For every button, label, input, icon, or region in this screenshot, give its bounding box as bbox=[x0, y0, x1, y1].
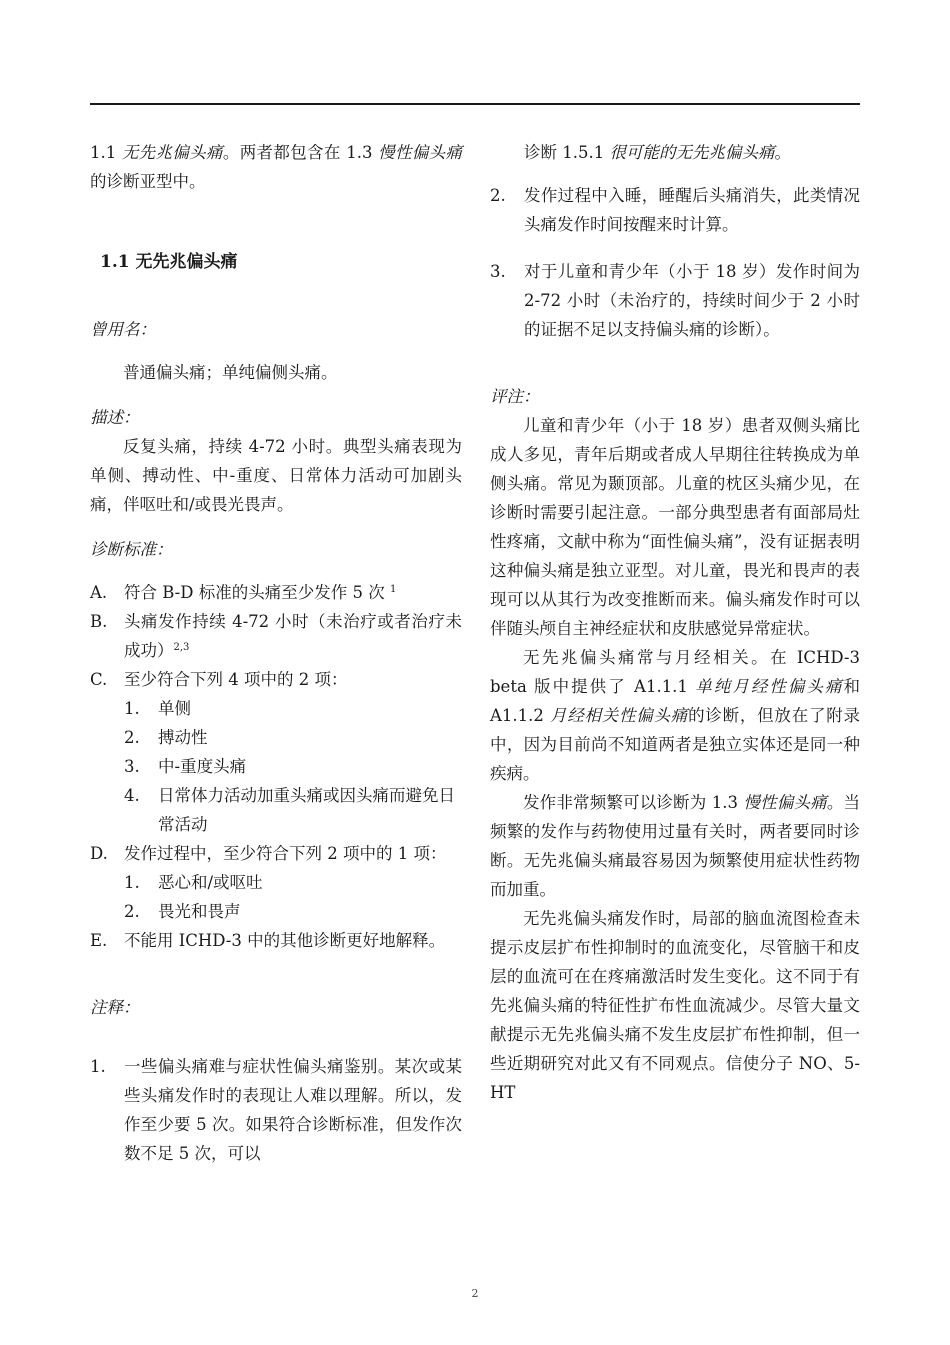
comment-3-text-2: 。当频繁的发作与药物使用过量有关时，两者要同时诊断。无先兆偏头痛最容易因为频繁使用症状性药物而加重。 bbox=[490, 793, 860, 899]
criterion-b bbox=[90, 607, 462, 665]
criterion-d bbox=[90, 839, 462, 868]
section-heading: 1.1 无先兆偏头痛 bbox=[100, 252, 238, 272]
comment-2-text-3: 的诊断，但放在了附录中，因为目前尚不知道两者是独立实体还是同一种疾病。 bbox=[490, 706, 861, 783]
note-3-marker: 3. bbox=[490, 262, 506, 281]
note-3-text: 对于儿童和青少年（小于 18 岁）发作时间为 2-72 小时（未治疗的，持续时间少于 2 小时的证据不足以支持偏头痛的诊断）。 bbox=[524, 262, 860, 339]
comment-paragraph-3 bbox=[490, 788, 860, 904]
comment-2-italic-2: 月经相关性偏头痛 bbox=[549, 706, 689, 725]
intro-paragraph bbox=[90, 138, 462, 196]
criterion-c-marker: C. bbox=[90, 670, 108, 689]
comment-3-text-1: 发作非常频繁可以诊断为 1.3 bbox=[523, 793, 744, 812]
note-3 bbox=[490, 257, 860, 344]
page-number: 2 bbox=[471, 1287, 479, 1300]
note-1-marker: 1. bbox=[90, 1057, 106, 1076]
note-1-cont-italic: 很可能的无先兆偏头痛 bbox=[609, 143, 775, 162]
criteria-label: 诊断标准： bbox=[90, 540, 173, 559]
note-1-text: 一些偏头痛难与症状性偏头痛鉴别。某次或某些头痛发作时的表现让人难以理解。所以，发作至少要 5 次。如果符合诊断标准，但发作次数不足 5 次，可以 bbox=[124, 1057, 462, 1163]
criterion-d-text: 发作过程中，至少符合下列 2 项中的 1 项： bbox=[124, 844, 447, 863]
item-text: 单侧 bbox=[158, 699, 191, 718]
item-text: 畏光和畏声 bbox=[158, 902, 241, 921]
criterion-d-item-2 bbox=[90, 897, 462, 926]
item-text: 中-重度头痛 bbox=[158, 757, 247, 776]
criterion-c-text: 至少符合下列 4 项中的 2 项： bbox=[124, 670, 348, 689]
criterion-c bbox=[90, 665, 462, 694]
criterion-a-footnote: 1 bbox=[389, 584, 397, 595]
criterion-e-text: 不能用 ICHD-3 中的其他诊断更好地解释。 bbox=[124, 931, 446, 950]
note-1-cont-text-2: 。 bbox=[774, 143, 791, 162]
item-text: 日常体力活动加重头痛或因头痛而避免日常活动 bbox=[158, 786, 455, 834]
comment-2-text-2: 和 A1.1.2 bbox=[490, 677, 860, 725]
item-marker: 1. bbox=[124, 699, 140, 718]
note-2-text: 发作过程中入睡，睡醒后头痛消失，此类情况头痛发作时间按醒来时计算。 bbox=[524, 186, 860, 234]
item-marker: 1. bbox=[124, 873, 140, 892]
comment-paragraph-4: 无先兆偏头痛发作时，局部的脑血流图检查未提示皮层扩布性抑制时的血流变化，尽管脑干和皮层的血流可在在疼痛激活时发生变化。这不同于有先兆偏头痛的特征性扩布性血流减少。尽管大量文献提示无先兆偏头痛不发生皮层扩布性抑制，但一些近期研究对此又有不同观点。信使分子 NO、5-HT bbox=[490, 909, 860, 1102]
criterion-c-item-3 bbox=[90, 752, 462, 781]
comment-paragraph-2 bbox=[490, 643, 860, 788]
criterion-a-marker: A. bbox=[90, 583, 108, 602]
intro-text-1: 1.1 bbox=[90, 143, 122, 162]
note-1-cont-text-1: 诊断 1.5.1 bbox=[524, 143, 610, 162]
comment-2-text-1: 无先兆偏头痛常与月经相关。在 ICHD-3 beta 版中提供了 A1.1.1 bbox=[490, 648, 860, 696]
criterion-b-marker: B. bbox=[90, 612, 108, 631]
criterion-d-item-1 bbox=[90, 868, 462, 897]
criterion-c-item-1 bbox=[90, 694, 462, 723]
intro-italic-2: 慢性偏头痛 bbox=[378, 143, 462, 162]
comment-paragraph-1: 儿童和青少年（小于 18 岁）患者双侧头痛比成人多见，青年后期或者成人早期往往转换成为单侧头痛。常见为颞顶部。儿童的枕区头痛少见，在诊断时需要引起注意。一部分典型患者有面部局灶性疼痛，文献中称为“面性偏头痛”，没有证据表明这种偏头痛是独立亚型。对儿童，畏光和畏声的表现可以从其行为改变推断而来。偏头痛发作时可以伴随头颅自主神经症状和皮肤感觉异常症状。 bbox=[490, 416, 860, 638]
comment-2-italic-1: 单纯月经性偏头痛 bbox=[695, 677, 844, 696]
criterion-c-item-2 bbox=[90, 723, 462, 752]
item-text: 搏动性 bbox=[158, 728, 208, 747]
comment-3-italic: 慢性偏头痛 bbox=[743, 793, 827, 812]
criterion-a bbox=[90, 578, 462, 607]
item-text: 恶心和/或呕吐 bbox=[158, 873, 263, 892]
intro-text-3: 的诊断亚型中。 bbox=[90, 172, 206, 191]
criterion-e bbox=[90, 926, 462, 955]
note-2 bbox=[490, 181, 860, 239]
intro-text-2: 。两者都包含在 1.3 bbox=[222, 143, 379, 162]
header-rule bbox=[90, 103, 860, 105]
criterion-b-text: 头痛发作持续 4-72 小时（未治疗或者治疗未成功） bbox=[124, 612, 462, 660]
note-2-marker: 2. bbox=[490, 186, 506, 205]
notes-label: 注释： bbox=[90, 998, 140, 1017]
comments-label: 评注： bbox=[490, 387, 540, 406]
note-1 bbox=[90, 1052, 462, 1168]
item-marker: 2. bbox=[124, 728, 140, 747]
criterion-e-marker: E. bbox=[90, 931, 108, 950]
item-marker: 2. bbox=[124, 902, 140, 921]
item-marker: 4. bbox=[124, 786, 140, 805]
former-names-text: 普通偏头痛；单纯偏侧头痛。 bbox=[123, 363, 338, 382]
criteria-list bbox=[90, 578, 462, 955]
right-column bbox=[490, 138, 860, 1107]
criterion-b-footnote: 2,3 bbox=[173, 642, 190, 653]
note-1-continued bbox=[490, 138, 860, 167]
former-names-label: 曾用名： bbox=[90, 320, 156, 339]
criterion-c-item-4 bbox=[90, 781, 462, 839]
criterion-d-marker: D. bbox=[90, 844, 108, 863]
left-column bbox=[90, 138, 462, 1168]
criterion-a-text: 符合 B-D 标准的头痛至少发作 5 次 bbox=[124, 583, 385, 602]
description-text: 反复头痛，持续 4-72 小时。典型头痛表现为单侧、搏动性、中-重度、日常体力活动可加剧头痛，伴呕吐和/或畏光畏声。 bbox=[90, 437, 462, 514]
intro-italic-1: 无先兆偏头痛 bbox=[121, 143, 223, 162]
description-label: 描述： bbox=[90, 408, 140, 427]
item-marker: 3. bbox=[124, 757, 140, 776]
